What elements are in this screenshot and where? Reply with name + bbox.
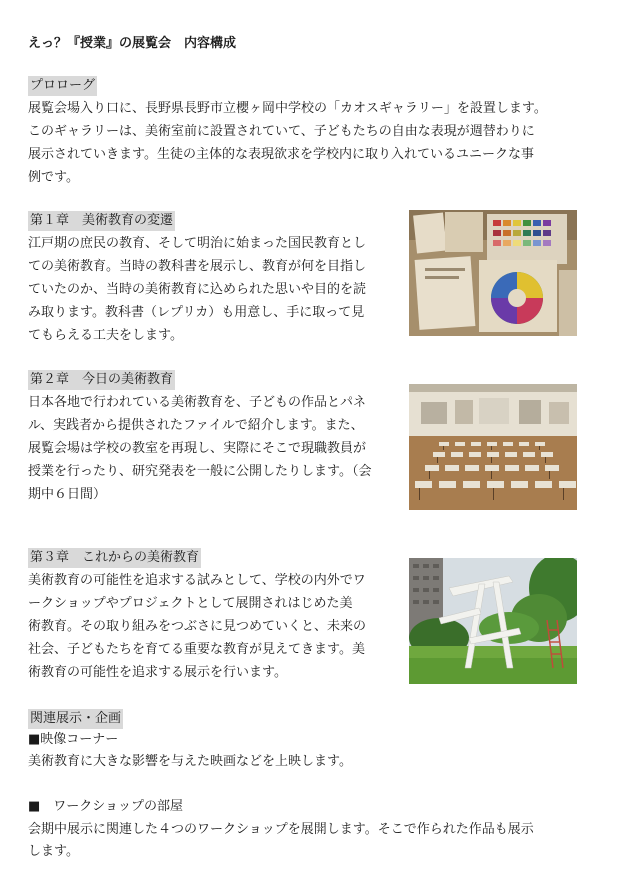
chapter3-line: 術教育の可能性を追求する展示を行います。 bbox=[28, 665, 287, 680]
chapter2-line: ル、実践者から提供されたファイルで紹介します。また、 bbox=[28, 418, 364, 433]
video-corner-desc: 美術教育に大きな影響を与えた映画などを上映します。 bbox=[28, 754, 352, 769]
page-title: えっ？『授業』の展覧会 内容構成 bbox=[28, 36, 237, 51]
chapter1-line: 江戸期の庶民の教育、そして明治に始まった国民教育とし bbox=[28, 236, 367, 251]
workshop-room-title: ■ ワークショップの部屋 bbox=[28, 799, 184, 814]
chapter2-line: 展覧会場は学校の教室を再現し、実際にそこで現職教員が bbox=[28, 441, 367, 456]
workshop-line: 会期中展示に関連した４つのワークショップを展開します。そこで作られた作品も展示 bbox=[28, 822, 534, 837]
chapter3-line: 術教育。その取り組みをつぶさに見つめていくと、未来の bbox=[28, 619, 367, 634]
chapter2-heading: 第２章 今日の美術教育 bbox=[28, 370, 175, 390]
chapter3-heading: 第３章 これからの美術教育 bbox=[28, 548, 201, 568]
workshop-line: します。 bbox=[28, 844, 79, 859]
related-heading: 関連展示・企画 bbox=[28, 709, 123, 729]
workshop-room-text bbox=[28, 819, 588, 863]
prologue-line: 例です。 bbox=[28, 170, 79, 185]
chapter2-line: 授業を行ったり、研究発表を一般に公開したりします。（会 bbox=[28, 464, 372, 479]
chapter2-line: 日本各地で行われている美術教育を、子どもの作品とパネ bbox=[28, 395, 367, 410]
prologue-line: このギャラリーは、美術室前に設置されていて、子どもたちの自由な表現が週替わりに bbox=[28, 124, 535, 139]
photo-outdoor-sculpture bbox=[409, 558, 577, 684]
chapter2-line: 期中６日間） bbox=[28, 487, 107, 502]
chapter3-line: ークショップやプロジェクトとして展開されはじめた美 bbox=[28, 596, 353, 611]
photo-old-textbooks bbox=[409, 210, 577, 336]
chapter3-line: 美術教育の可能性を追求する試みとして、学校の内外でワ bbox=[28, 573, 366, 588]
chapter2-text bbox=[28, 391, 398, 506]
chapter1-text bbox=[28, 232, 398, 347]
prologue-text bbox=[28, 97, 588, 189]
chapter1-line: ていたのか、当時の美術教育に込められた思いや目的を読 bbox=[28, 282, 367, 297]
prologue-line: 展示されていきます。生徒の主体的な表現欲求を学校内に取り入れているユニークな事 bbox=[28, 147, 534, 162]
photo-classroom-exhibit bbox=[409, 384, 577, 510]
chapter1-line: み取ります。教科書（レプリカ）も用意し、手に取って見 bbox=[28, 305, 365, 320]
chapter1-heading: 第１章 美術教育の変遷 bbox=[28, 211, 175, 231]
chapter3-line: 社会、子どもたちを育てる重要な教育が見えてきます。美 bbox=[28, 642, 365, 657]
prologue-line: 展覧会場入り口に、長野県長野市立櫻ヶ岡中学校の「カオスギャラリー」を設置します。 bbox=[28, 101, 547, 116]
chapter1-line: ての美術教育。当時の教科書を展示し、教育が何を目指し bbox=[28, 259, 367, 274]
chapter3-text bbox=[28, 569, 398, 684]
prologue-heading: プロローグ bbox=[28, 76, 97, 96]
video-corner-title: ■映像コーナー bbox=[28, 732, 119, 747]
chapter1-line: てもらえる工夫をします。 bbox=[28, 328, 183, 343]
